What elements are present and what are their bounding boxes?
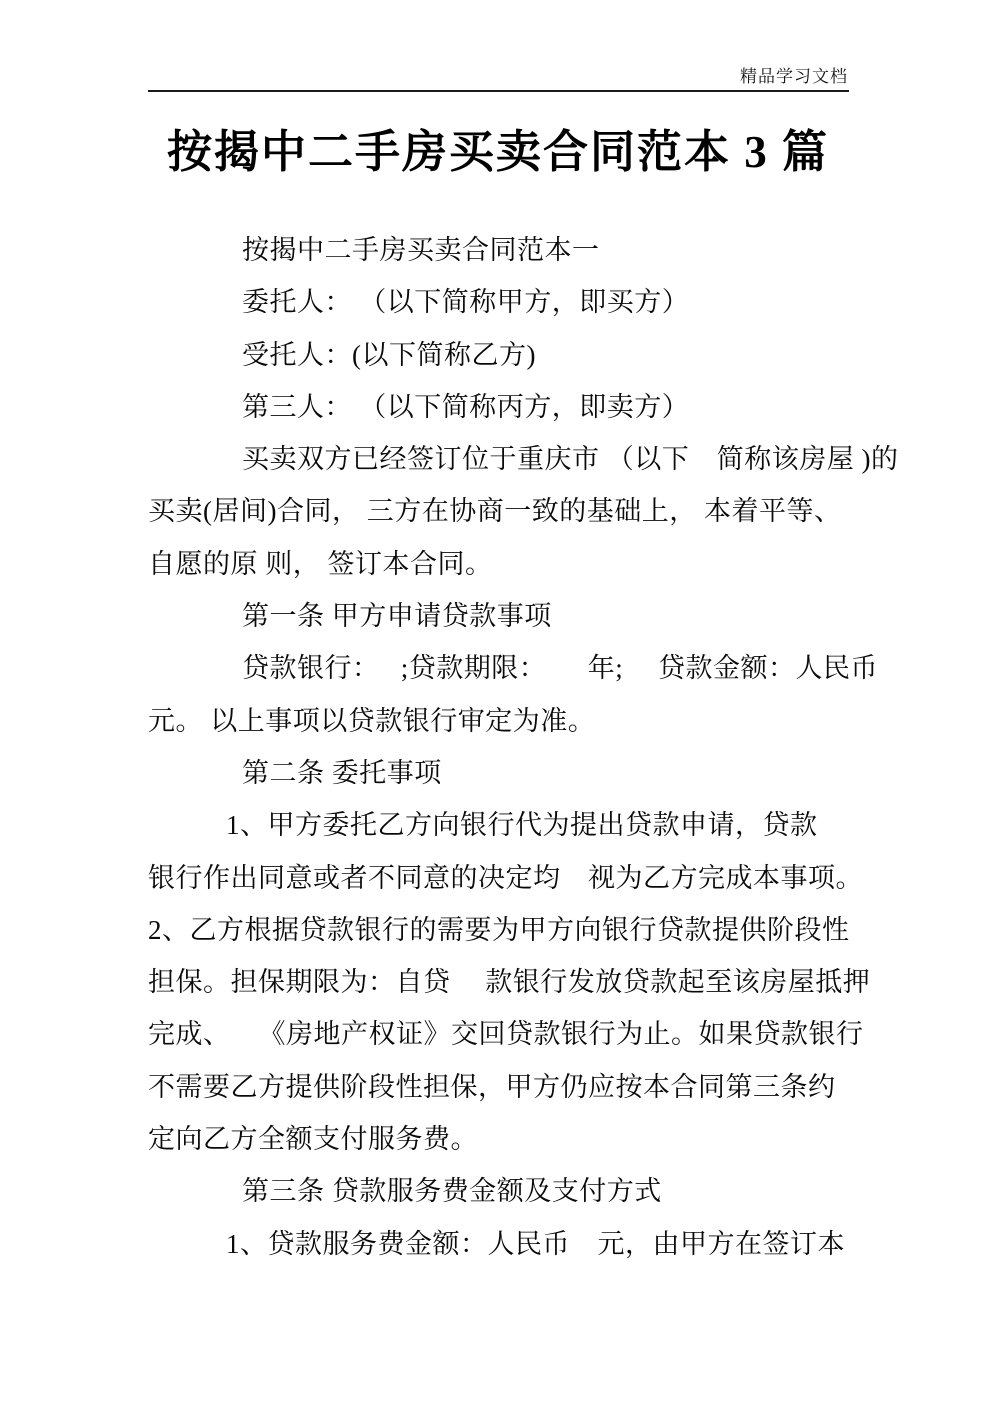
document-body (148, 224, 899, 1270)
body-line: 元。 以上事项以贷款银行审定为准。 (148, 705, 596, 736)
header-brand-text: 精品学习文档 (740, 67, 848, 86)
body-line: 第二条 委托事项 (242, 757, 442, 788)
body-line: 买卖(居间)合同， 三方在协商一致的基础上， 本着平等、 (148, 496, 842, 527)
body-line: 2、乙方根据贷款银行的需要为甲方向银行贷款提供阶段性 (148, 914, 850, 945)
body-line: 定向乙方全额支付服务费。 (148, 1124, 478, 1155)
body-line: 按揭中二手房买卖合同范本一 (242, 235, 600, 265)
body-line: 第三人： （以下简称丙方，即卖方） (242, 391, 690, 422)
body-line: 委托人： （以下简称甲方，即买方） (242, 287, 690, 318)
body-line: 1、贷款服务费金额：人民币 元，由甲方在签订本 (226, 1228, 845, 1259)
body-line: 第一条 甲方申请贷款事项 (242, 601, 552, 632)
body-line: 第三条 贷款服务费金额及支付方式 (242, 1176, 662, 1207)
body-line: 买卖双方已经签订位于重庆市 （以下 简称该房屋 )的 (242, 444, 899, 475)
body-line: 完成、 《房地产权证》交回贷款银行为止。如果贷款银行 (148, 1019, 864, 1050)
body-line: 贷款银行： ;贷款期限： 年; 贷款金额：人民币 (242, 653, 879, 684)
body-line: 受托人：(以下简称乙方) (242, 339, 536, 370)
page-title: 按揭中二手房买卖合同范本 3 篇 (166, 127, 829, 177)
body-line: 担保。担保期限为：自贷 款银行发放贷款起至该房屋抵押 (148, 967, 871, 998)
header-divider (148, 90, 849, 92)
body-line: 自愿的原 则， 签订本合同。 (148, 548, 493, 579)
body-line: 1、甲方委托乙方向银行代为提出贷款申请，贷款 (226, 810, 818, 841)
body-line: 不需要乙方提供阶段性担保，甲方仍应按本合同第三条约 (148, 1071, 836, 1102)
body-line: 银行作出同意或者不同意的决定均 视为乙方完成本事项。 (148, 862, 863, 893)
